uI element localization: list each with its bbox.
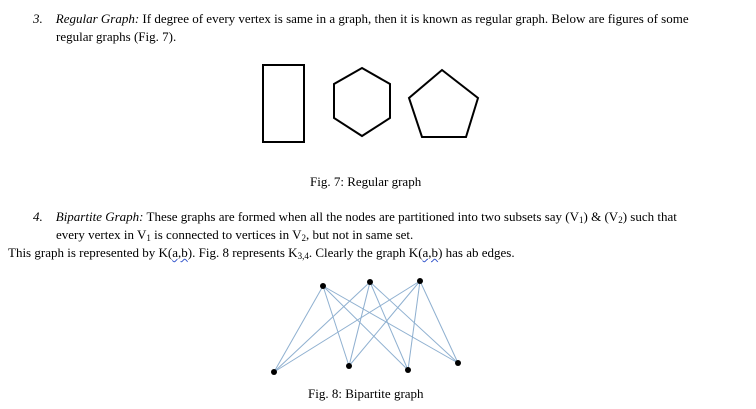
fig8-vertex — [455, 360, 461, 366]
subscript: 3,4 — [297, 251, 309, 261]
fig8-vertex — [346, 363, 352, 369]
fig7-caption: Fig. 7: Regular graph — [310, 174, 422, 189]
section4-line2-a: every vertex in V — [56, 227, 147, 242]
fig8-vertex — [405, 367, 411, 373]
section4-line3-c: . Clearly the graph K( — [308, 245, 423, 260]
section4-line3-b: ). Fig. 8 represents K — [187, 245, 298, 260]
section3-term: Regular Graph: — [55, 11, 140, 26]
fig8-vertex — [367, 279, 373, 285]
section4-line3-d: ) has ab edges. — [438, 245, 515, 260]
fig8-vertex — [271, 369, 277, 375]
section3-line1-text: If degree of every vertex is same in a graph, then it is known as regular graph. Below are figures of some — [142, 11, 689, 26]
spellcheck-word: a,b — [172, 245, 188, 260]
subscript: 2 — [618, 215, 623, 225]
section4-line2-b: is connected to vertices in V — [150, 227, 302, 242]
spellcheck-word: a,b — [422, 245, 439, 260]
section4-term: Bipartite Graph: — [55, 209, 144, 224]
section4-line3-a: This graph is represented by K( — [8, 245, 173, 260]
fig8-edge — [420, 281, 458, 363]
fig8-edges — [274, 281, 458, 372]
subscript: 1 — [579, 215, 584, 225]
subscript: 2 — [301, 233, 307, 243]
fig8-edge — [323, 286, 349, 366]
section4-line1-end: ) such that — [622, 209, 677, 224]
section4-number: 4. — [33, 209, 43, 224]
fig8-edge — [274, 286, 323, 372]
subscript: 1 — [146, 233, 151, 243]
section3-number: 3. — [33, 11, 43, 26]
section4-line1-text: These graphs are formed when all the nodes are partitioned into two subsets say (V — [146, 209, 580, 224]
section4-line2-c: , but not in same set. — [306, 227, 414, 242]
section3-line2-text: regular graphs (Fig. 7). — [56, 29, 177, 44]
fig8-vertex — [417, 278, 423, 284]
fig8-caption: Fig. 8: Bipartite graph — [308, 386, 424, 401]
fig8-edge — [408, 281, 420, 370]
fig8-edge — [323, 286, 458, 363]
fig8-edge — [370, 282, 408, 370]
section4-line1-mid: ) & (V — [583, 209, 619, 224]
fig8-vertex — [320, 283, 326, 289]
